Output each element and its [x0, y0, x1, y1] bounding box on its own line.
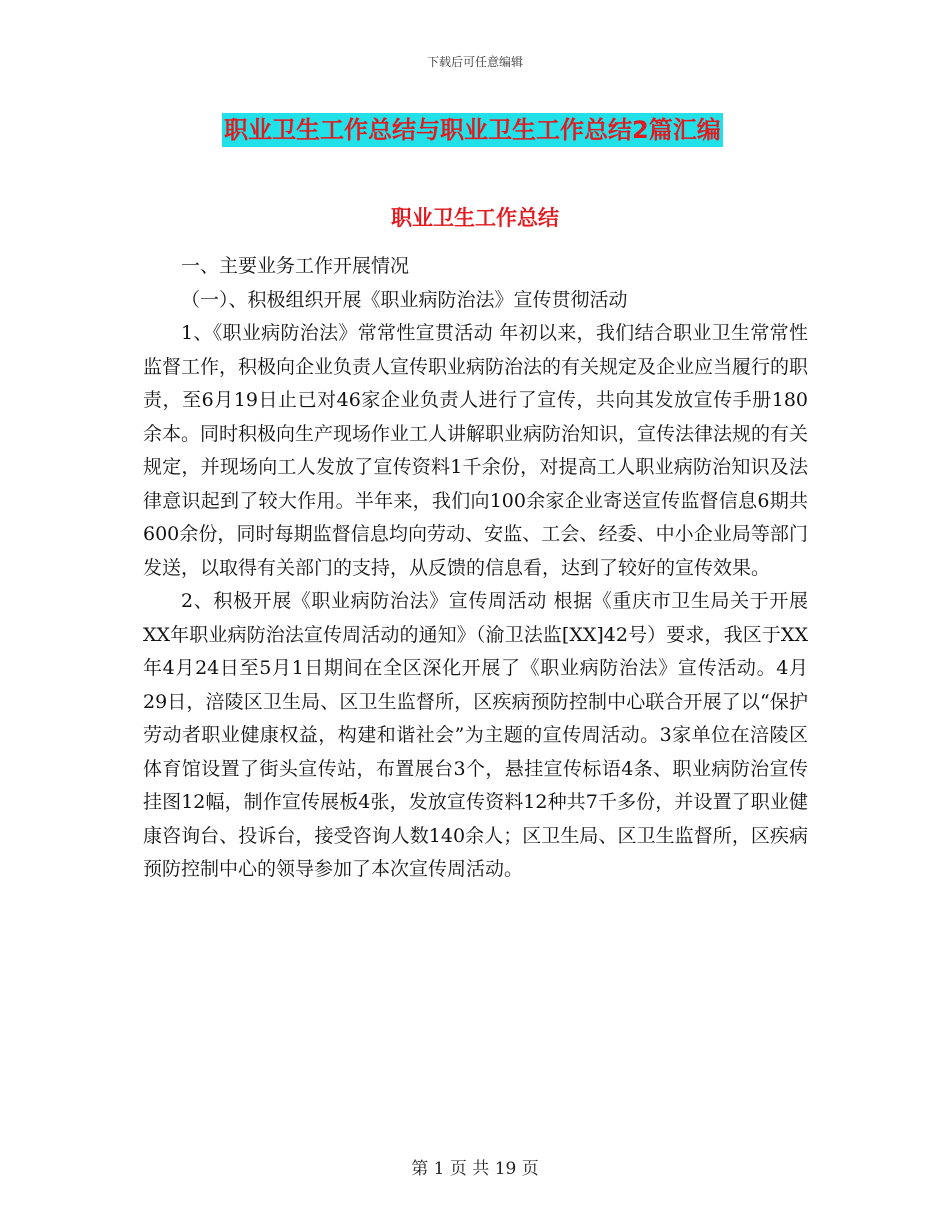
paragraph-routine-propaganda: 1、《职业病防治法》常常性宣贯活动 年初以来，我们结合职业卫生常常性监督工作，积极向企业负责人宣传职业病防治法的有关规定及企业应当履行的职责，至6月19日止已对46家企业负责人进行了宣传，共向其发放宣传手册180余本。同时积极向生产现场作业工人讲解职业病防治知识，宣传法律法规的有关规定，并现场向工人发放了宣传资料1千余份，对提高工人职业病防治知识及法律意识起到了较大作用。半年来，我们向100余家企业寄送宣传监督信息6期共600余份，同时每期监督信息均向劳动、安监、工会、经委、中小企业局等部门发送，以取得有关部门的支持，从反馈的信息看，达到了较好的宣传效果。 — [143, 322, 809, 579]
page-number: 第 1 页 共 19 页 — [411, 1159, 539, 1179]
heading-main-work: 一、主要业务工作开展情况 — [181, 255, 410, 277]
document-title: 职业卫生工作总结与职业卫生工作总结2篇汇编 — [222, 113, 723, 147]
paragraph-propaganda-week: 2、积极开展《职业病防治法》宣传周活动 根据《重庆市卫生局关于开展XX年职业病防治法宣传周活动的通知》（渝卫法监[XX]42号）要求，我区于XX年4月24日至5月1日期间在全区深化开展了《职业病防治法》宣传活动。4月29日，涪陵区卫生局、区卫生监督所，区疾病预防控制中心联合开展了以“保护劳动者职业健康权益，构建和谐社会”为主题的宣传周活动。3家单位在涪陵区体育馆设置了街头宣传站，布置展台3个，悬挂宣传标语4条、职业病防治宣传挂图12幅，制作宣传展板4张，发放宣传资料12种共7千多份，并设置了职业健康咨询台、投诉台，接受咨询人数140余人；区卫生局、区卫生监督所，区疾病预防控制中心的领导参加了本次宣传周活动。 — [143, 590, 808, 880]
document-body — [143, 250, 808, 887]
subheading-propaganda: （一）、积极组织开展《职业病防治法》宣传贯彻活动 — [181, 288, 628, 311]
section-title: 职业卫生工作总结 — [391, 206, 559, 230]
header-note: 下载后可任意编辑 — [426, 55, 523, 69]
